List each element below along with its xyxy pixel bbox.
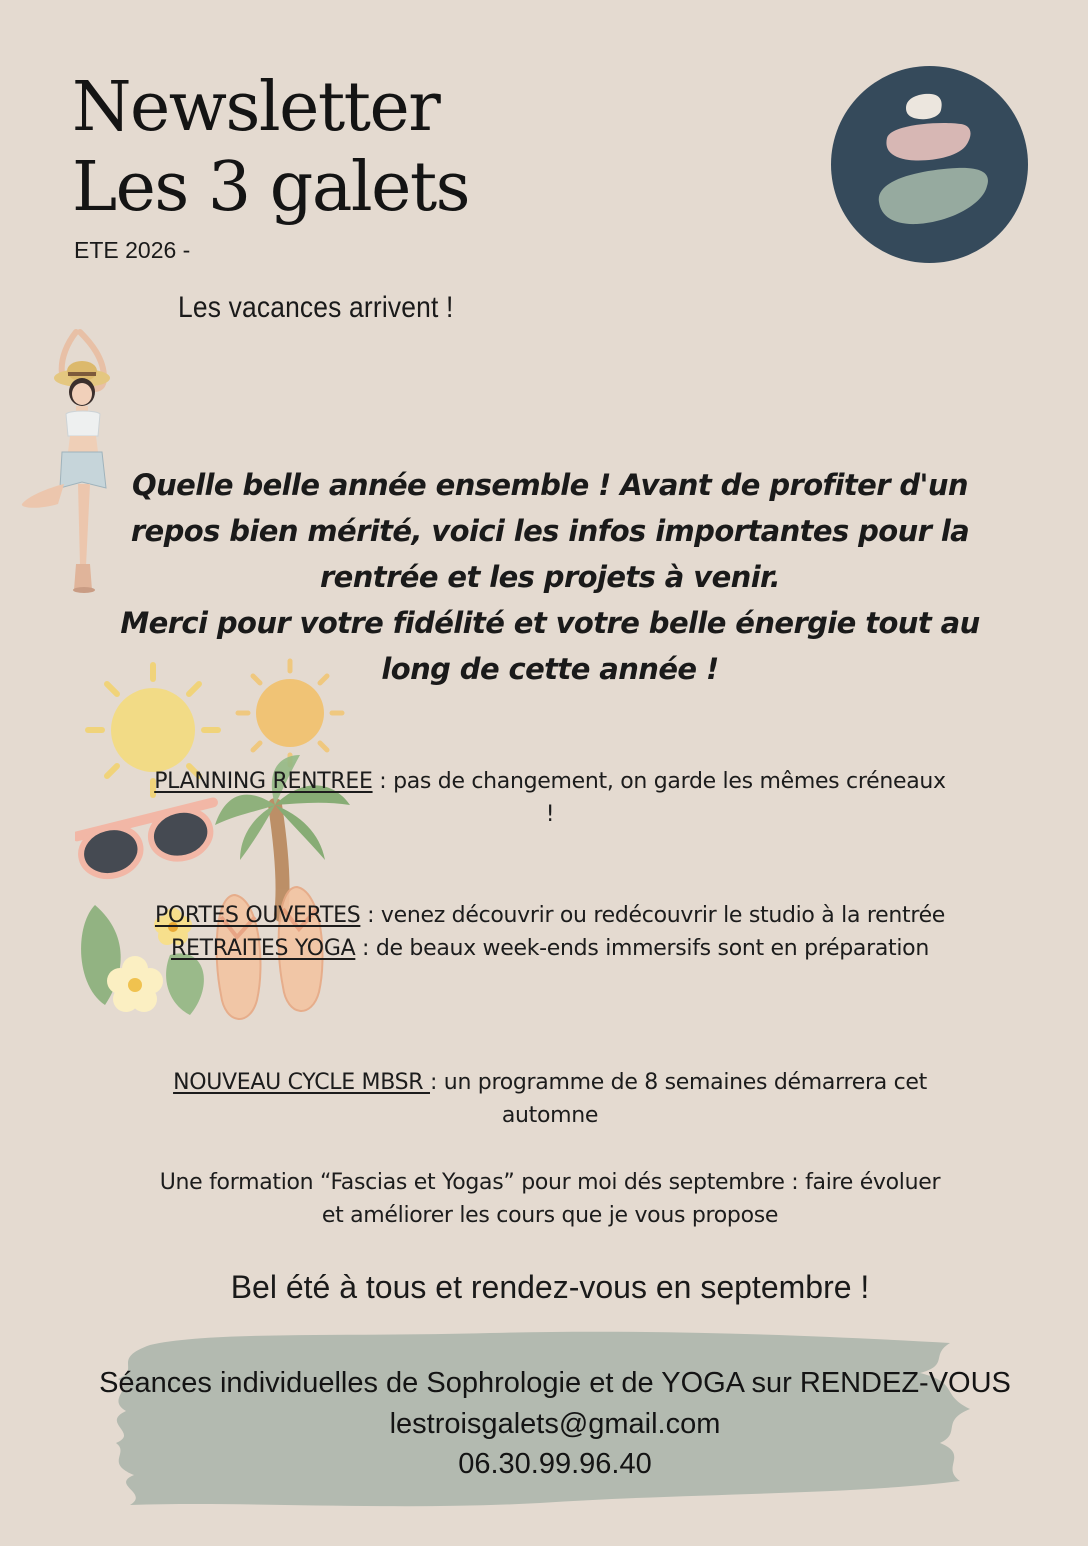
mbsr-label: NOUVEAU CYCLE MBSR <box>173 1070 430 1095</box>
info-portes-ouvertes <box>150 899 950 965</box>
edition-label: ETE 2026 - <box>74 237 191 263</box>
summer-illustrations <box>75 655 365 1045</box>
intro-line1: Quelle belle année ensemble ! Avant de profiter d'un repos bien mérité, voici les infos importantes pour la rentrée et les projets à venir. <box>130 468 970 594</box>
newsletter-title-line2: Les 3 galets <box>72 148 470 227</box>
planning-text: : pas de changement, on garde les mêmes créneaux ! <box>372 769 946 827</box>
info-planning <box>150 765 950 831</box>
mbsr-text: : un programme de 8 semaines démarrera cet automne <box>430 1070 927 1128</box>
info-mbsr <box>150 1066 950 1132</box>
newsletter-title-line1: Newsletter <box>72 68 440 147</box>
contact-email[interactable]: lestroisgalets@gmail.com <box>389 1407 721 1440</box>
retraites-text: : de beaux week-ends immersifs sont en préparation <box>355 936 929 961</box>
contact-phone[interactable]: 06.30.99.96.40 <box>458 1448 652 1480</box>
sun-icon <box>238 661 342 765</box>
tagline: Les vacances arrivent ! <box>178 291 454 324</box>
contact-block <box>40 1363 1070 1485</box>
formation-text: Une formation “Fascias et Yogas” pour moi dés septembre : faire évoluer et améliorer les cours que je vous propose <box>159 1170 941 1228</box>
retraites-label: RETRAITES YOGA <box>171 936 356 961</box>
portes-text: : venez découvrir ou redécouvrir le studio à la rentrée <box>360 903 946 928</box>
intro-line2: Merci pour votre fidélité et votre belle énergie tout au long de cette année ! <box>120 606 980 686</box>
info-formation <box>150 1166 950 1232</box>
services-text: Séances individuelles de Sophrologie et de YOGA sur RENDEZ-VOUS <box>99 1367 1011 1399</box>
portes-label: PORTES OUVERTES <box>154 903 361 928</box>
planning-label: PLANNING RENTREE <box>154 769 373 794</box>
goodbye-message: Bel été à tous et rendez-vous en septembre ! <box>230 1269 870 1305</box>
logo-stones-icon <box>831 66 1028 263</box>
